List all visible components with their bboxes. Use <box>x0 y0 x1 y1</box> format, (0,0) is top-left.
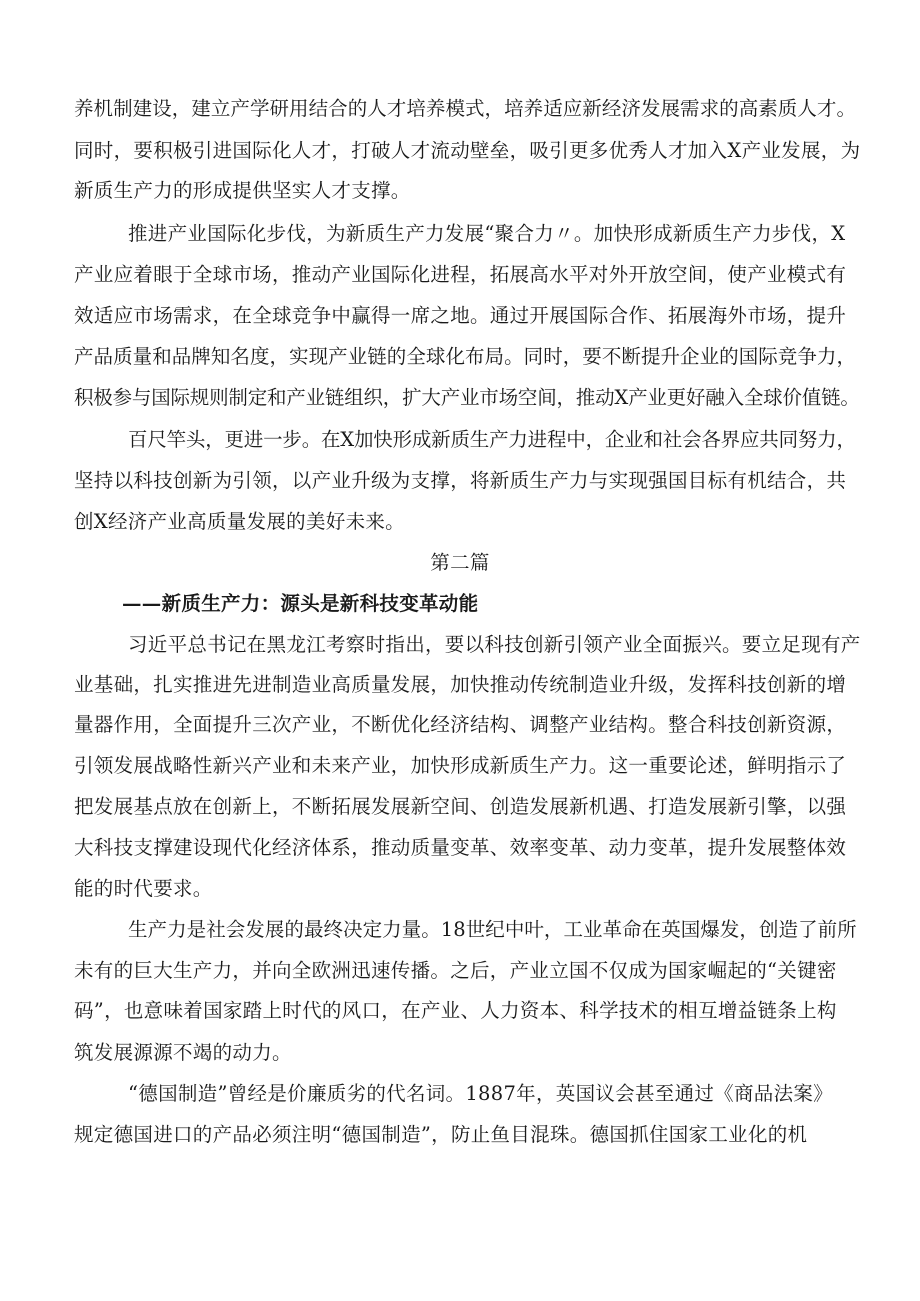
text-line: 业基础，扎实推进先进制造业高质量发展，加快推动传统制造业升级，发挥科技创新的增 <box>74 673 847 696</box>
section-subtitle: ——新质生产力：源头是新科技变革动能 <box>122 592 479 615</box>
text-line: “德国制造”曾经是价廉质劣的代名词。1887年，英国议会甚至通过《商品法案》 <box>128 1082 833 1105</box>
text-line: 同时，要积极引进国际化人才，打破人才流动壁垒，吸引更多优秀人才加入X产业发展，为 <box>74 139 861 162</box>
section-title: 第二篇 <box>430 551 490 574</box>
text-line: 大科技支撑建设现代化经济体系，推动质量变革、效率变革、动力变革，提升发展整体效 <box>74 836 847 859</box>
text-line: 引领发展战略性新兴产业和未来产业，加快形成新质生产力。这一重要论述，鲜明指示了 <box>74 754 847 777</box>
text-line: 推进产业国际化步伐，为新质生产力发展“聚合力〃。加快形成新质生产力步伐，X <box>128 222 846 245</box>
text-line: 创X经济产业高质量发展的美好未来。 <box>74 510 405 533</box>
text-line: 习近平总书记在黑龙江考察时指出，要以科技创新引领产业全面振兴。要立足现有产 <box>128 633 861 656</box>
text-line: 能的时代要求。 <box>74 877 213 900</box>
text-line: 量器作用，全面提升三次产业，不断优化经济结构、调整产业结构。整合科技创新资源， <box>74 713 847 736</box>
text-line: 产业应着眼于全球市场，推动产业国际化进程，拓展高水平对外开放空间，使产业模式有 <box>74 263 847 286</box>
text-line: 生产力是社会发展的最终决定力量。18世纪中叶，工业革命在英国爆发，创造了前所 <box>128 918 857 941</box>
text-line: 百尺竿头，更进一步。在X加快形成新质生产力进程中，企业和社会各界应共同努力， <box>128 428 856 451</box>
text-line: 养机制建设，建立产学研用结合的人才培养模式，培养适应新经济发展需求的高素质人才。 <box>74 97 857 120</box>
text-line: 码”，也意味着国家踏上时代的风口，在产业、人力资本、科学技术的相互增益链条上构 <box>74 999 837 1022</box>
text-line: 产品质量和品牌知名度，实现产业链的全球化布局。同时，要不断提升企业的国际竞争力， <box>74 345 857 368</box>
text-line: 筑发展源源不竭的动力。 <box>74 1041 292 1064</box>
text-line: 积极参与国际规则制定和产业链组织，扩大产业市场空间，推动X产业更好融入全球价值链。 <box>74 386 860 409</box>
text-line: 新质生产力的形成提供坚实人才支撑。 <box>74 179 411 202</box>
text-line: 效适应市场需求，在全球竞争中赢得一席之地。通过开展国际合作、拓展海外市场，提升 <box>74 304 847 327</box>
text-line: 未有的巨大生产力，并向全欧洲迅速传播。之后，产业立国不仅成为国家崛起的“关键密 <box>74 959 837 982</box>
text-line: 把发展基点放在创新上，不断拓展发展新空间、创造发展新机遇、打造发展新引擎，以强 <box>74 795 847 818</box>
text-line: 坚持以科技创新为引领，以产业升级为支撑，将新质生产力与实现强国目标有机结合，共 <box>74 469 847 492</box>
text-line: 规定德国进口的产品必须注明“德国制造”，防止鱼目混珠。德国抓住国家工业化的机 <box>74 1123 808 1146</box>
